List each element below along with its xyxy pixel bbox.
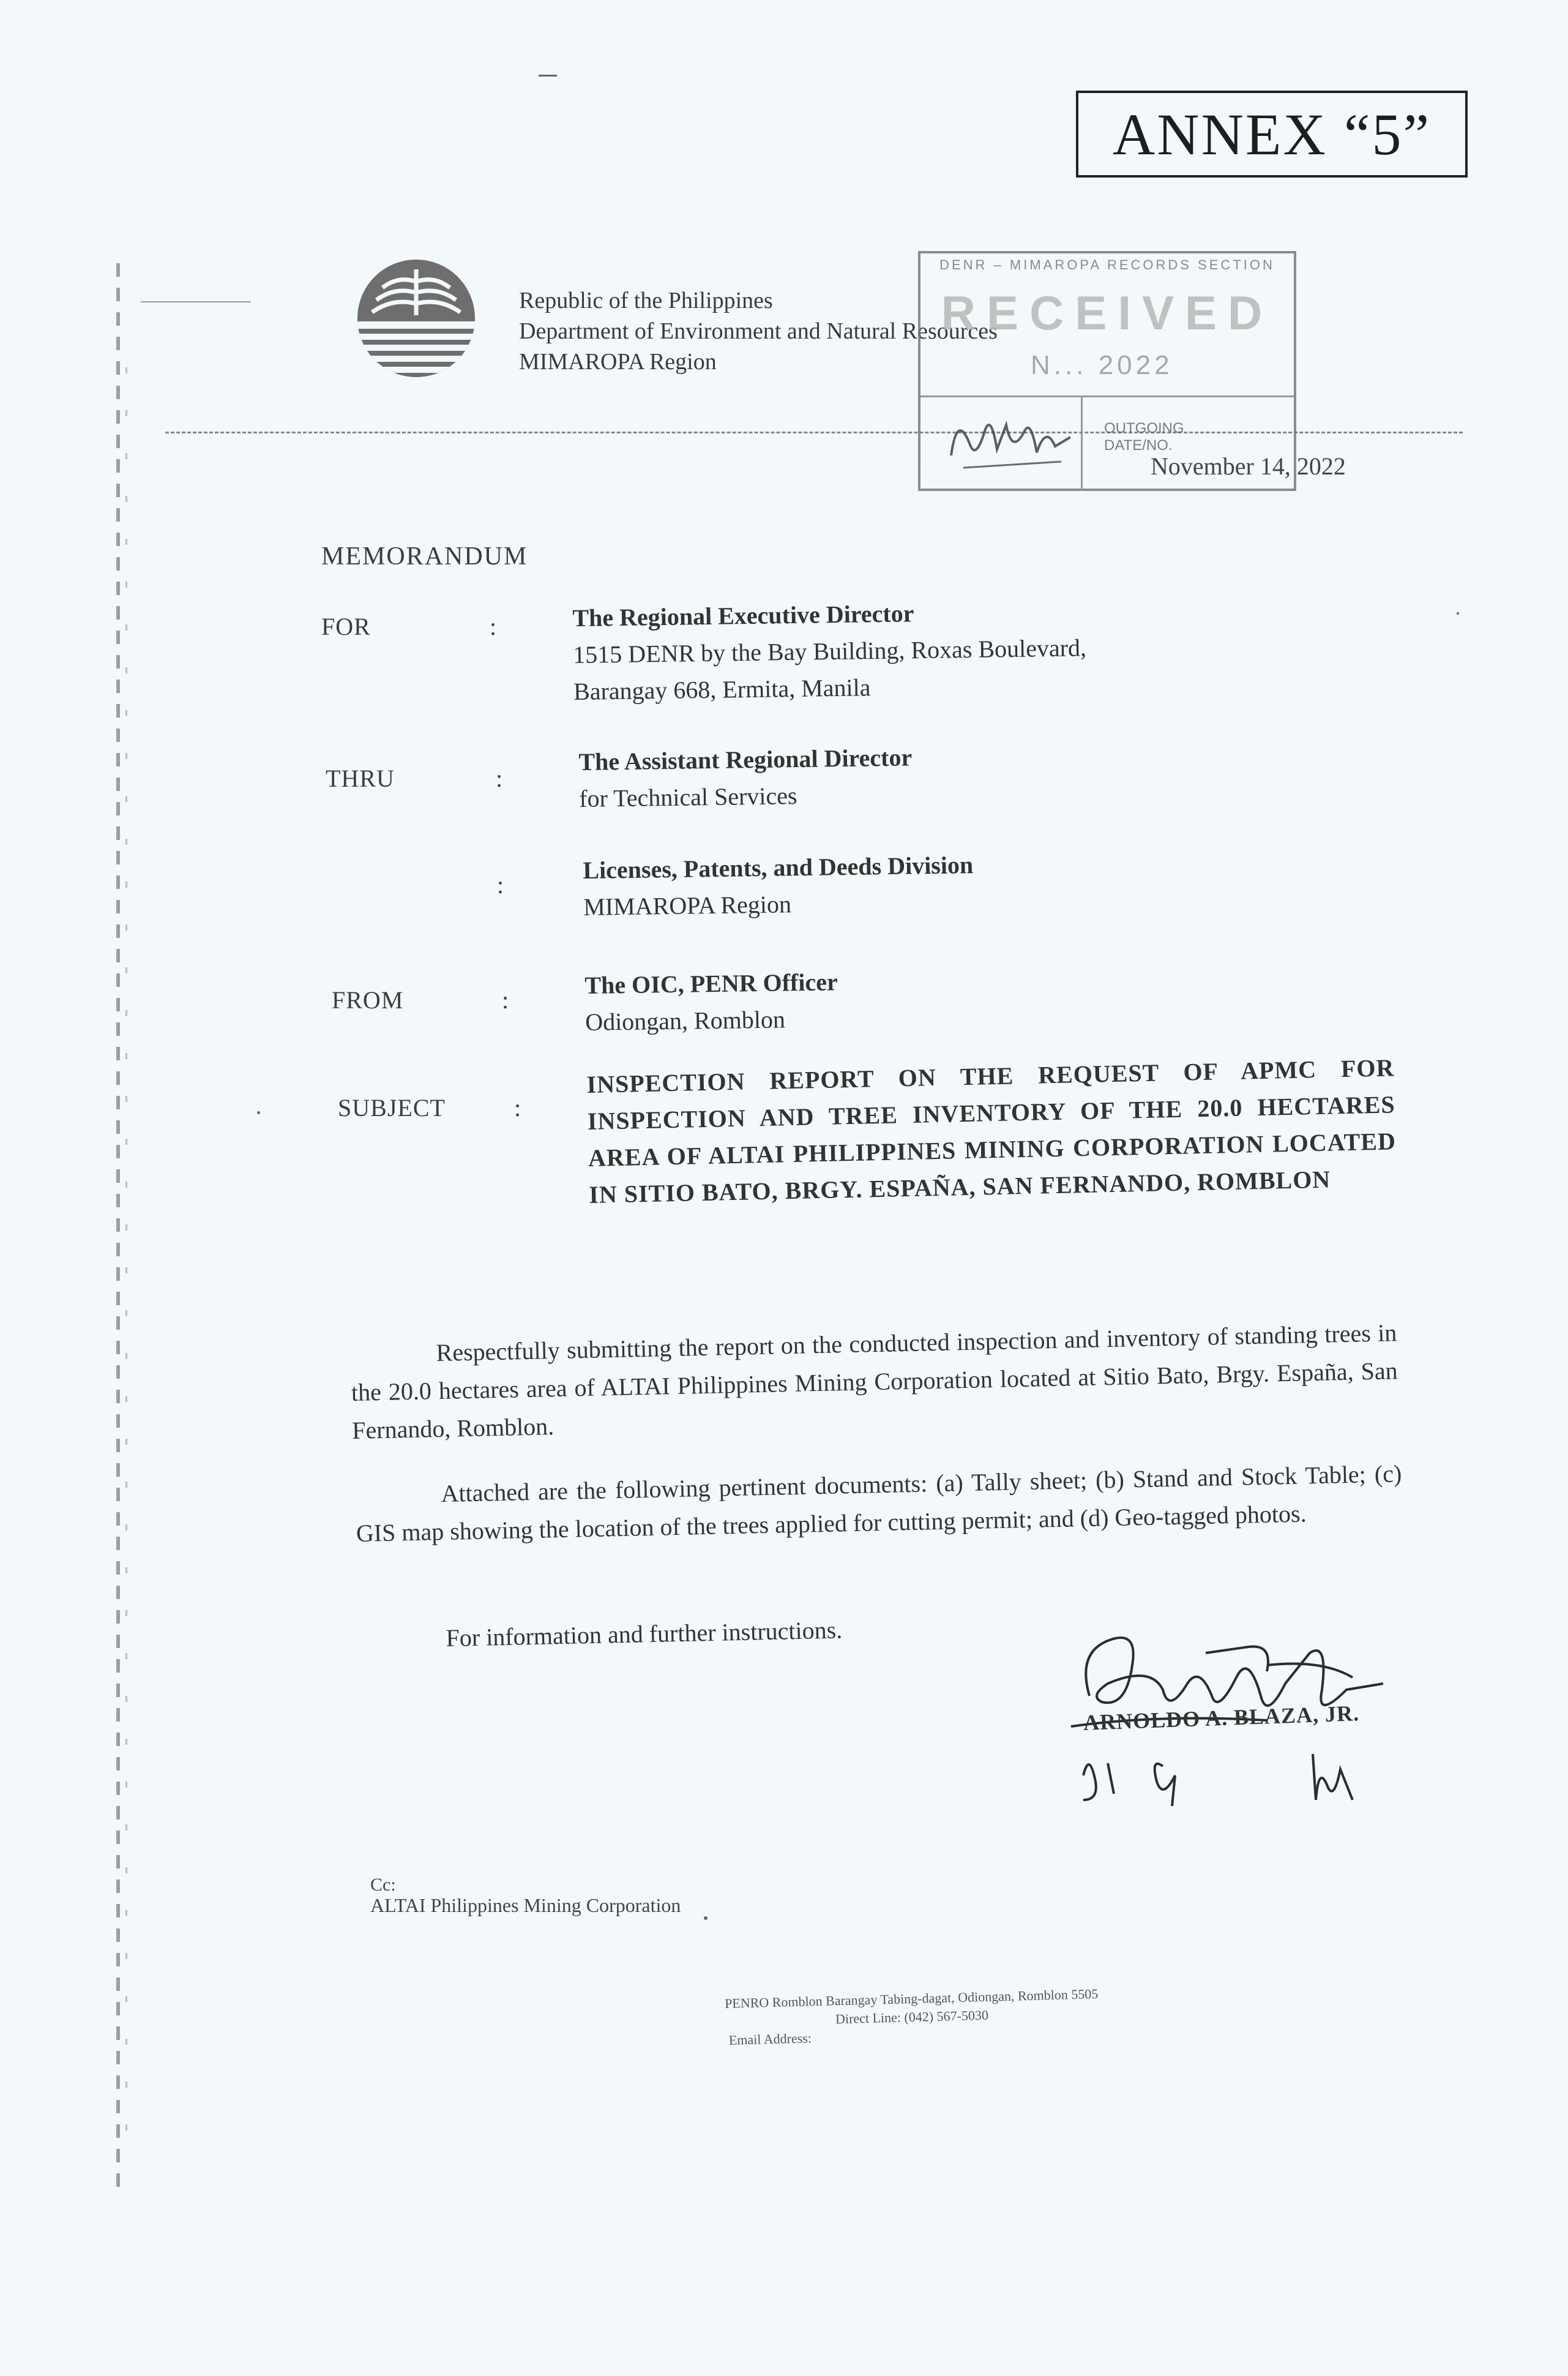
stamp-signature-icon bbox=[939, 400, 1080, 480]
body-paragraph-1: Respectfully submitting the report on the conducted inspection and inventory of standing trees in the 20.0 hectares area of ALTAI Philippines Mining Corporation located at Sitio Bato, Brgy. España, San Fernando, Romblon. bbox=[351, 1319, 1398, 1444]
agency-region: MIMAROPA Region bbox=[519, 349, 717, 375]
signer-name: ARNOLDO A. BLAZA, JR. bbox=[1083, 1701, 1360, 1735]
scan-speck bbox=[257, 1111, 260, 1114]
footer-line-3: Email Address: bbox=[728, 2030, 812, 2048]
footer-line-2: Direct Line: (042) 567-5030 bbox=[835, 2007, 989, 2027]
thru2-value bbox=[583, 847, 974, 926]
stamp-outgoing-label: OUTGOING bbox=[1104, 420, 1184, 437]
memo-title: MEMORANDUM bbox=[321, 542, 528, 571]
scan-speck bbox=[1457, 612, 1459, 615]
from-value bbox=[584, 964, 838, 1041]
subject-text: INSPECTION REPORT ON THE REQUEST OF APMC FOR INSPECTION AND TREE INVENTORY OF THE 20.0 HECTARES AREA OF ALTAI PHILIPPINES MINING CORPORATION LOCATED IN SITIO BATO, BRGY. ESPAÑA, SAN FERNANDO, ROMBLON bbox=[586, 1054, 1397, 1209]
thru-line-2: for Technical Services bbox=[578, 782, 797, 812]
agency-country: Republic of the Philippines bbox=[519, 288, 773, 313]
annex-box bbox=[1076, 91, 1468, 178]
from-label: FROM bbox=[332, 986, 404, 1014]
from-line-2: Odiongan, Romblon bbox=[584, 1005, 786, 1036]
for-colon: : bbox=[490, 613, 497, 640]
stamp-divider bbox=[920, 395, 1294, 397]
scan-edge-mark bbox=[116, 263, 120, 2192]
stamp-date: N... 2022 bbox=[1031, 350, 1173, 380]
scan-speck bbox=[141, 301, 251, 302]
from-colon: : bbox=[502, 986, 509, 1014]
thru2-colon: : bbox=[497, 871, 504, 899]
stamp-header: DENR – MIMAROPA RECORDS SECTION bbox=[939, 257, 1275, 272]
stamp-date-no-label: DATE/NO. bbox=[1104, 437, 1173, 454]
body-paragraph-2: Attached are the following pertinent documents: (a) Tally sheet; (b) Stand and Stock Table; (c) GIS map showing the location of the trees applied for cutting permit; and (d) Geo-tagged photos. bbox=[356, 1460, 1402, 1547]
for-line-3: Barangay 668, Ermita, Manila bbox=[573, 673, 871, 705]
stamp-outgoing bbox=[1104, 420, 1184, 454]
footer-address bbox=[636, 1982, 1188, 2052]
annex-label: ANNEX “5” bbox=[1112, 101, 1432, 167]
footer-line-1: PENRO Romblon Barangay Tabing-dagat, Odiongan, Romblon 5505 bbox=[724, 1986, 1099, 2011]
stamp-divider bbox=[1081, 395, 1083, 491]
subject-colon: : bbox=[514, 1094, 521, 1122]
cc-label: Cc: bbox=[370, 1875, 396, 1895]
for-label: FOR bbox=[321, 613, 371, 640]
denr-logo-icon bbox=[324, 257, 502, 380]
thru-line-1: The Assistant Regional Director bbox=[578, 743, 913, 776]
thru-value bbox=[578, 739, 913, 817]
for-line-1: The Regional Executive Director bbox=[572, 599, 914, 632]
stamp-status: RECEIVED bbox=[941, 286, 1274, 340]
thru2-line-2: MIMAROPA Region bbox=[583, 890, 792, 921]
subject-label: SUBJECT bbox=[338, 1094, 446, 1122]
from-line-1: The OIC, PENR Officer bbox=[584, 968, 838, 999]
memo-date: November 14, 2022 bbox=[1151, 452, 1346, 480]
for-line-2: 1515 DENR by the Bay Building, Roxas Boulevard, bbox=[572, 634, 1087, 669]
agency-department: Department of Environment and Natural Resources bbox=[519, 318, 998, 344]
scan-speck bbox=[539, 75, 557, 77]
scan-edge-mark bbox=[125, 367, 127, 2143]
cc-recipient: ALTAI Philippines Mining Corporation bbox=[370, 1894, 681, 1916]
thru-label: THRU bbox=[326, 765, 395, 792]
thru2-line-1: Licenses, Patents, and Deeds Division bbox=[583, 851, 974, 884]
thru-colon: : bbox=[496, 765, 503, 792]
for-value bbox=[572, 593, 1087, 710]
scan-speck bbox=[704, 1916, 707, 1920]
body-paragraph-3: For information and further instructions. bbox=[446, 1616, 843, 1652]
